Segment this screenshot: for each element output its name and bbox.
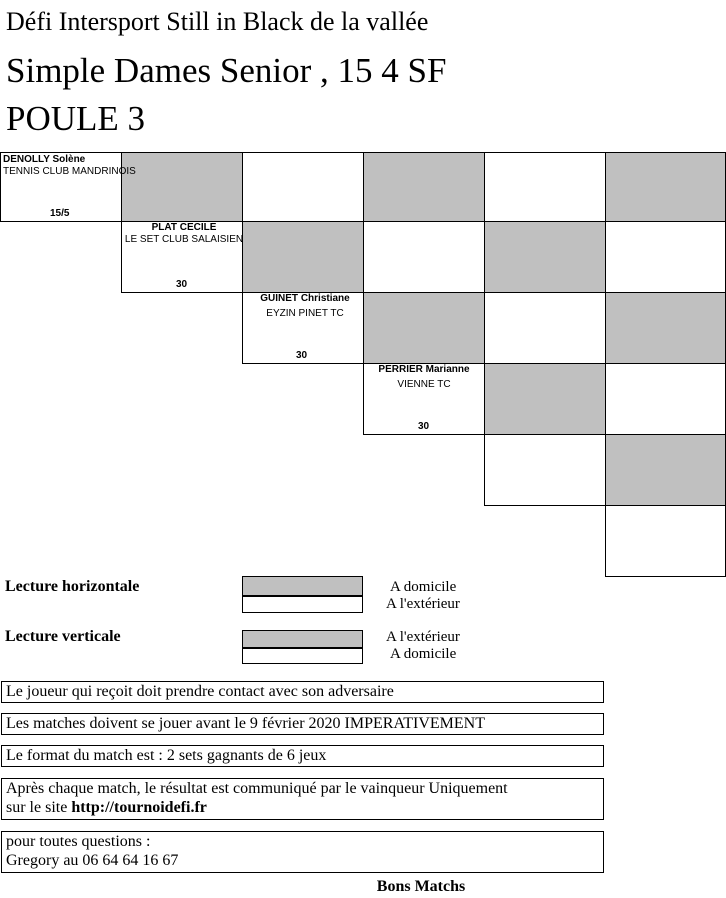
note-questions-line1: pour toutes questions :	[6, 833, 151, 850]
empty-cell	[484, 434, 606, 506]
category-title: Simple Dames Senior , 15 4 SF	[6, 51, 447, 90]
player-name: GUINET Christiane	[260, 293, 350, 304]
legend-horizontal-white-text: A l'extérieur	[386, 596, 460, 612]
match-cell	[605, 363, 726, 435]
note-result	[1, 778, 604, 820]
player-2	[117, 222, 251, 246]
match-cell	[121, 152, 243, 222]
player-rank: 30	[418, 421, 430, 432]
player-club: LE SET CLUB SALAISIEN	[124, 234, 244, 245]
pool-title: POULE 3	[6, 99, 146, 138]
match-cell	[605, 152, 726, 222]
match-cell	[605, 434, 726, 506]
legend-away-swatch-vertical	[242, 630, 363, 648]
note-deadline	[1, 713, 604, 735]
empty-cell	[605, 505, 726, 577]
note-result-line2	[6, 798, 603, 817]
player-name: PLAT CECILE	[151, 222, 217, 233]
note-format	[1, 745, 604, 767]
match-cell	[363, 221, 485, 293]
match-cell	[484, 152, 606, 222]
match-cell	[242, 221, 364, 293]
note-questions	[1, 831, 604, 873]
player-rank: 15/5	[50, 208, 70, 219]
legend-away-swatch	[242, 596, 363, 613]
player-club: TENNIS CLUB MANDRINOIS	[3, 166, 136, 177]
legend-vertical-grey-text: A l'extérieur	[386, 629, 460, 645]
match-cell	[605, 292, 726, 364]
legend-horizontal-grey-text: A domicile	[390, 579, 457, 595]
player-name: DENOLLY Solène	[3, 154, 86, 165]
player-3	[250, 293, 360, 320]
note-contact	[1, 681, 604, 703]
result-site-link[interactable]: http://tournoidefi.fr	[71, 799, 207, 816]
player-club: EYZIN PINET TC	[266, 308, 344, 319]
note-result-prefix: sur le site	[6, 799, 72, 816]
match-cell	[242, 152, 364, 222]
match-cell	[363, 152, 485, 222]
tournament-title: Défi Intersport Still in Black de la vallée	[6, 7, 429, 36]
player-1	[3, 154, 136, 178]
player-4	[368, 364, 480, 391]
note-format-text: Le format du match est : 2 sets gagnants de 6 jeux	[6, 747, 327, 764]
legend-vertical-white-text: A domicile	[390, 646, 457, 662]
legend-vertical-label: Lecture verticale	[5, 628, 121, 645]
note-questions-line2: Gregory au 06 64 64 16 67	[6, 852, 179, 869]
player-name: PERRIER Marianne	[378, 364, 470, 375]
player-club: VIENNE TC	[397, 379, 451, 390]
note-result-line1: Après chaque match, le résultat est communiqué par le vainqueur Uniquement	[6, 780, 508, 797]
match-cell	[363, 292, 485, 364]
match-cell	[484, 363, 606, 435]
note-contact-text: Le joueur qui reçoit doit prendre contact avec son adversaire	[6, 683, 394, 700]
note-deadline-text: Les matches doivent se jouer avant le 9 février 2020 IMPERATIVEMENT	[6, 715, 485, 732]
legend-horizontal-label: Lecture horizontale	[5, 578, 140, 595]
legend-home-swatch	[242, 576, 363, 596]
match-cell	[605, 221, 726, 293]
match-cell	[484, 221, 606, 293]
player-rank: 30	[296, 350, 308, 361]
legend-home-swatch-vertical	[242, 648, 363, 664]
match-cell	[484, 292, 606, 364]
player-rank: 30	[176, 279, 188, 290]
footer-text: Bons Matchs	[376, 878, 466, 895]
